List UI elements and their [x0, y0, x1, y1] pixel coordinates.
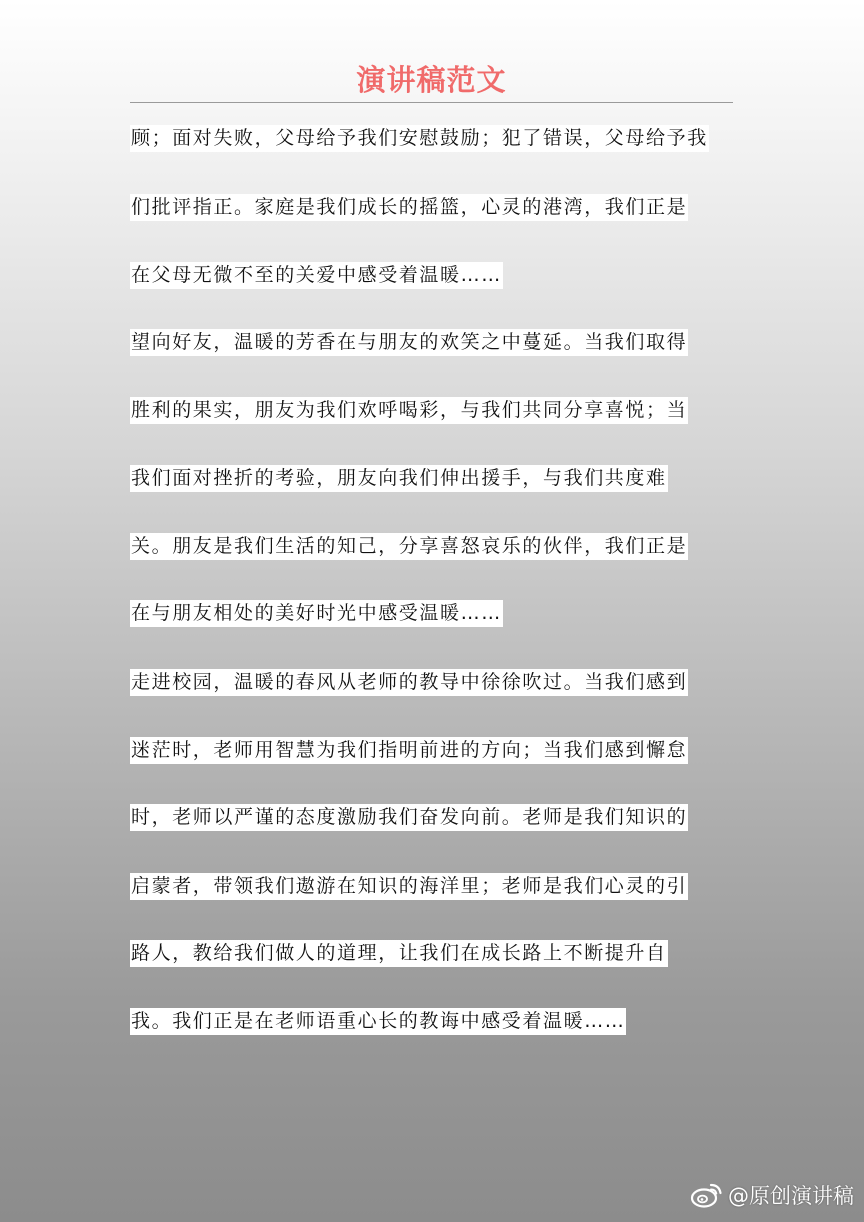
text-line: 我。我们正是在老师语重心长的教诲中感受着温暖……: [130, 1008, 626, 1035]
text-line: 关。朋友是我们生活的知己，分享喜怒哀乐的伙伴，我们正是: [130, 533, 688, 560]
page-header: [130, 58, 733, 103]
text-line: 我们面对挫折的考验，朋友向我们伸出援手，与我们共度难: [130, 465, 668, 492]
text-line: 路人，教给我们做人的道理，让我们在成长路上不断提升自: [130, 940, 668, 967]
text-line: 在与朋友相处的美好时光中感受温暖……: [130, 600, 503, 627]
text-line: 望向好友，温暖的芳香在与朋友的欢笑之中蔓延。当我们取得: [130, 329, 688, 356]
text-line: 启蒙者，带领我们遨游在知识的海洋里；老师是我们心灵的引: [130, 873, 688, 900]
page-title: 演讲稿范文: [356, 63, 507, 97]
text-line: 顾；面对失败，父母给予我们安慰鼓励；犯了错误，父母给予我: [130, 125, 709, 152]
watermark: [690, 1180, 854, 1210]
text-line: 在父母无微不至的关爱中感受着温暖……: [130, 262, 503, 289]
text-line: 胜利的果实，朋友为我们欢呼喝彩，与我们共同分享喜悦；当: [130, 397, 688, 424]
weibo-icon: [690, 1181, 724, 1209]
text-line: 走进校园，温暖的春风从老师的教导中徐徐吹过。当我们感到: [130, 669, 688, 696]
text-line: 们批评指正。家庭是我们成长的摇篮，心灵的港湾，我们正是: [130, 194, 688, 221]
text-line: 迷茫时，老师用智慧为我们指明前进的方向；当我们感到懈怠: [130, 737, 688, 764]
watermark-text: @原创演讲稿: [728, 1184, 854, 1208]
text-line: 时，老师以严谨的态度激励我们奋发向前。老师是我们知识的: [130, 804, 688, 831]
